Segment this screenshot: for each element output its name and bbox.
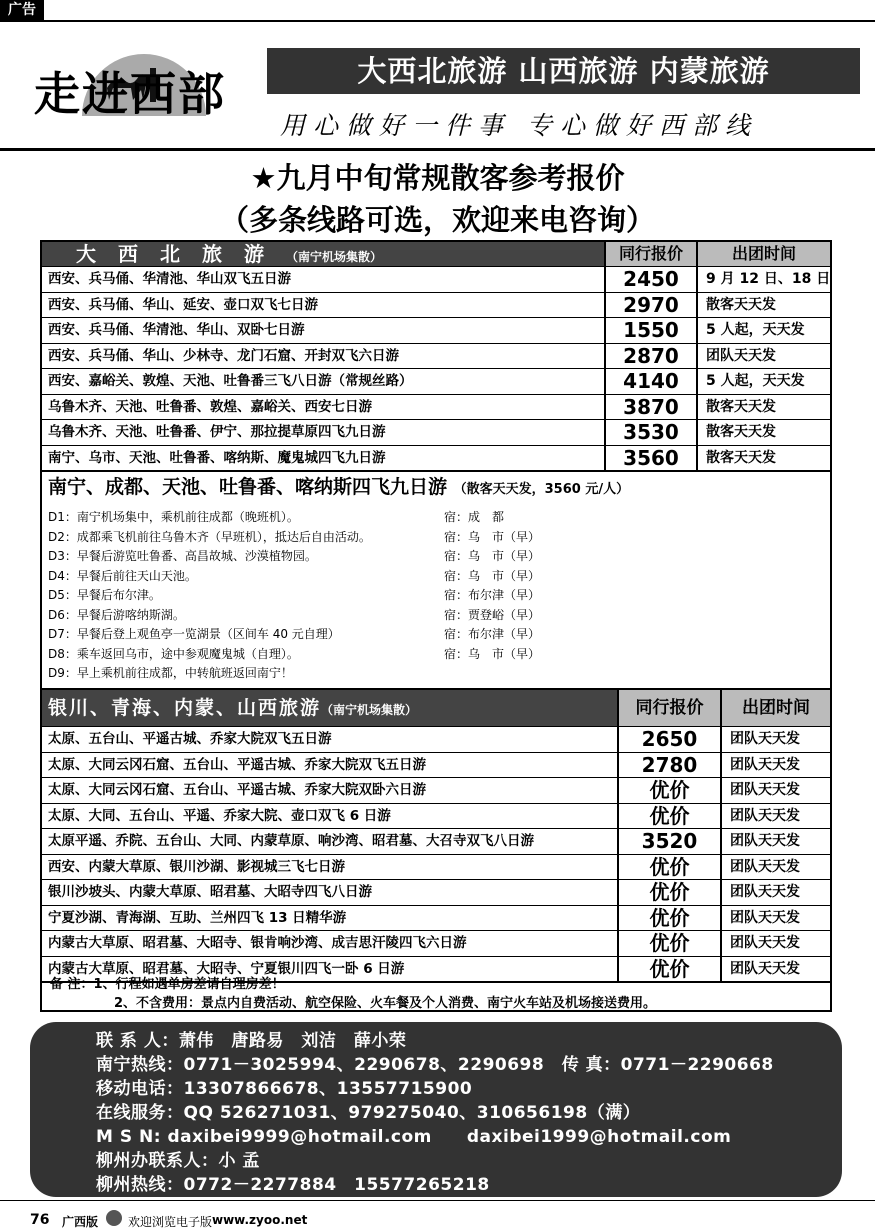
note-2: 2、不含费用：景点内自费活动、航空保险、火车餐及个人消费、南宁火车站及机场接送费用。 <box>114 996 657 1011</box>
itinerary-day: D8：乘车返回乌市，途中参观魔鬼城（自理）。 <box>48 646 299 661</box>
row-time: 团队天天发 <box>696 344 830 369</box>
edition: 广西版 <box>62 1215 99 1229</box>
itinerary-stay: 宿：布尔津（早） <box>444 588 541 602</box>
row-price: 4140 <box>604 369 696 394</box>
header-divider <box>0 148 875 151</box>
footer <box>0 1206 875 1232</box>
row-route: 西安、兵马俑、华山、延安、壶口双飞七日游 <box>48 296 318 313</box>
contact-nanning: 南宁热线：0771－3025994、2290678、2290698 传 真：0771－2290668 <box>96 1055 774 1075</box>
table-header-price: 同行报价 <box>617 690 720 726</box>
table-header <box>42 242 830 266</box>
welcome-text: 欢迎浏览电子版 <box>128 1215 213 1229</box>
table-row <box>42 292 830 318</box>
itinerary-day: D1：南宁机场集中，乘机前往成都（晚班机）。 <box>48 510 299 524</box>
logo-text: 走进西部 <box>34 67 226 121</box>
table-row <box>42 879 830 905</box>
globe-icon <box>106 1210 122 1226</box>
row-time: 团队天天发 <box>720 727 830 752</box>
row-route: 太原、大同云冈石窟、五台山、平遥古城、乔家大院双卧六日游 <box>48 782 426 798</box>
itinerary-day: D4：早餐后前往天山天池。 <box>48 568 197 583</box>
row-route: 西安、兵马俑、华山、少林寺、龙门石窟、开封双飞六日游 <box>48 347 399 364</box>
logo <box>12 28 252 124</box>
row-price: 优价 <box>617 778 720 803</box>
itinerary-day: D2：成都乘飞机前往乌鲁木齐（早班机），抵达后自由活动。 <box>48 529 371 544</box>
row-price: 3530 <box>604 420 696 445</box>
row-time: 团队天天发 <box>720 931 830 956</box>
row-time: 散客天天发 <box>696 395 830 420</box>
itinerary-day: D9：早上乘机前往成都，中转航班返回南宁！ <box>48 666 293 680</box>
itinerary-stay: 宿：贾登峪（早） <box>444 607 541 622</box>
table-row <box>42 726 830 752</box>
table-row <box>42 343 830 369</box>
table-header-time: 出团时间 <box>696 242 830 266</box>
inner-mongolia-table <box>40 688 832 983</box>
top-divider <box>0 20 875 22</box>
row-price: 优价 <box>617 906 720 931</box>
table-row <box>42 752 830 778</box>
contact-msn: M S N: daxibei9999@hotmail.com daxibei1999@hotmail.com <box>96 1127 732 1147</box>
footer-divider <box>0 1200 875 1201</box>
table-row <box>42 803 830 829</box>
row-time: 5 人起，天天发 <box>696 369 830 394</box>
table-header <box>42 690 830 726</box>
row-time: 9 月 12 日、18 日 <box>696 267 830 292</box>
contact-people: 联 系 人：萧伟 唐路易 刘洁 薛小荣 <box>96 1031 407 1051</box>
banner: 大西北旅游 山西旅游 内蒙旅游 <box>267 48 860 94</box>
itinerary-day: D6：早餐后游喀纳斯湖。 <box>48 607 185 622</box>
table-row <box>42 777 830 803</box>
contact-panel <box>30 1022 842 1197</box>
row-route: 西安、内蒙大草原、银川沙湖、影视城三飞七日游 <box>48 858 345 875</box>
row-price: 优价 <box>617 880 720 905</box>
row-route: 太原平遥、乔院、五台山、大同、内蒙草原、响沙湾、昭君墓、大召寺双飞八日游 <box>48 833 534 849</box>
row-time: 团队天天发 <box>720 855 830 880</box>
row-time: 团队天天发 <box>720 778 830 803</box>
contact-liuzhou-person: 柳州办联系人：小 孟 <box>96 1151 260 1171</box>
row-price: 1550 <box>604 318 696 343</box>
itinerary-title: 南宁、成都、天池、吐鲁番、喀纳斯四飞九日游 （散客天天发，3560 元/人） <box>48 476 630 498</box>
row-time: 团队天天发 <box>720 829 830 854</box>
row-time: 散客天天发 <box>696 420 830 445</box>
row-time: 团队天天发 <box>720 804 830 829</box>
row-route: 乌鲁木齐、天池、吐鲁番、伊宁、那拉提草原四飞九日游 <box>48 424 386 440</box>
row-price: 优价 <box>617 931 720 956</box>
table-row <box>42 419 830 445</box>
itinerary-stay: 宿：乌 市（早） <box>444 529 541 544</box>
row-route: 西安、兵马俑、华清池、华山、双卧七日游 <box>48 322 305 338</box>
table-header-time: 出团时间 <box>720 690 830 726</box>
row-route: 宁夏沙湖、青海湖、互助、兰州四飞 13 日精华游 <box>48 909 347 926</box>
table-row <box>42 368 830 394</box>
itinerary-stay: 宿：乌 市（早） <box>444 646 541 661</box>
slogan: 用心做好一件事 专心做好西部线 <box>280 111 758 140</box>
table-row <box>42 828 830 854</box>
table-row <box>42 905 830 931</box>
notes <box>40 970 832 1012</box>
row-route: 内蒙古大草原、昭君墓、大昭寺、宁夏银川四飞一卧 6 日游 <box>48 960 405 977</box>
itinerary-stay: 宿：乌 市（早） <box>444 549 541 563</box>
row-price: 3560 <box>604 446 696 471</box>
row-price: 优价 <box>617 957 720 982</box>
contact-online: 在线服务：QQ 526271031、979275040、310656198（满） <box>96 1103 641 1123</box>
site-link[interactable]: www.zyoo.net <box>212 1213 308 1227</box>
itinerary-stay: 宿：成 都 <box>444 510 505 524</box>
itinerary-stay: 宿：乌 市（早） <box>444 568 541 583</box>
row-time: 5 人起，天天发 <box>696 318 830 343</box>
table-row <box>42 930 830 956</box>
table-row <box>42 854 830 880</box>
page-number: 76 <box>30 1212 50 1228</box>
table-header-name: 大西北旅游（南宁机场集散） <box>76 242 383 266</box>
row-route: 太原、大同、五台山、平遥、乔家大院、壶口双飞 6 日游 <box>48 807 391 824</box>
row-time: 散客天天发 <box>696 446 830 471</box>
table-row <box>42 317 830 343</box>
ad-tag: 广告 <box>0 0 44 20</box>
row-price: 2450 <box>604 267 696 292</box>
row-time: 团队天天发 <box>720 906 830 931</box>
row-route: 太原、五台山、平遥古城、乔家大院双飞五日游 <box>48 731 332 747</box>
row-time: 团队天天发 <box>720 753 830 778</box>
table-header-price: 同行报价 <box>604 242 696 266</box>
northwest-table <box>40 240 832 472</box>
table-row <box>42 266 830 292</box>
row-route: 内蒙古大草原、昭君墓、大昭寺、银肯响沙湾、成吉思汗陵四飞六日游 <box>48 935 467 951</box>
row-time: 团队天天发 <box>720 957 830 982</box>
itinerary-block <box>40 460 832 688</box>
itinerary-day: D7：早餐后登上观鱼亭一览湖景（区间车 40 元自理） <box>48 627 340 641</box>
row-price: 2650 <box>617 727 720 752</box>
row-price: 2780 <box>617 753 720 778</box>
row-route: 太原、大同云冈石窟、五台山、平遥古城、乔家大院双飞五日游 <box>48 756 426 773</box>
contact-mobile: 移动电话：13307866678、13557715900 <box>96 1079 473 1099</box>
row-time: 散客天天发 <box>696 293 830 318</box>
row-route: 乌鲁木齐、天池、吐鲁番、敦煌、嘉峪关、西安七日游 <box>48 398 372 415</box>
row-price: 3520 <box>617 829 720 854</box>
sub-title: （多条线路可选，欢迎来电咨询） <box>219 203 655 237</box>
note-1: 备 注：1、行程如遇单房差请自理房差！ <box>50 977 285 992</box>
row-route: 银川沙坡头、内蒙大草原、昭君墓、大昭寺四飞八日游 <box>48 884 372 900</box>
row-route: 西安、兵马俑、华清池、华山双飞五日游 <box>48 271 291 287</box>
row-price: 优价 <box>617 855 720 880</box>
main-title: ★九月中旬常规散客参考报价 <box>250 161 625 195</box>
itinerary-day: D5：早餐后布尔津。 <box>48 588 161 602</box>
row-price: 3870 <box>604 395 696 420</box>
row-route: 西安、嘉峪关、敦煌、天池、吐鲁番三飞八日游（常规丝路） <box>48 373 413 389</box>
contact-liuzhou-phone: 柳州热线：0772－2277884 15577265218 <box>96 1175 490 1195</box>
row-price: 2870 <box>604 344 696 369</box>
table-header-name: 银川、青海、内蒙、山西旅游（南宁机场集散） <box>48 697 418 719</box>
row-price: 2970 <box>604 293 696 318</box>
itinerary-day: D3：早餐后游览吐鲁番、高昌故城、沙漠植物园。 <box>48 549 317 563</box>
row-price: 优价 <box>617 804 720 829</box>
row-route: 南宁、乌市、天池、吐鲁番、喀纳斯、魔鬼城四飞九日游 <box>48 449 386 466</box>
row-time: 团队天天发 <box>720 880 830 905</box>
itinerary-stay: 宿：布尔津（早） <box>444 627 541 641</box>
table-row <box>42 394 830 420</box>
